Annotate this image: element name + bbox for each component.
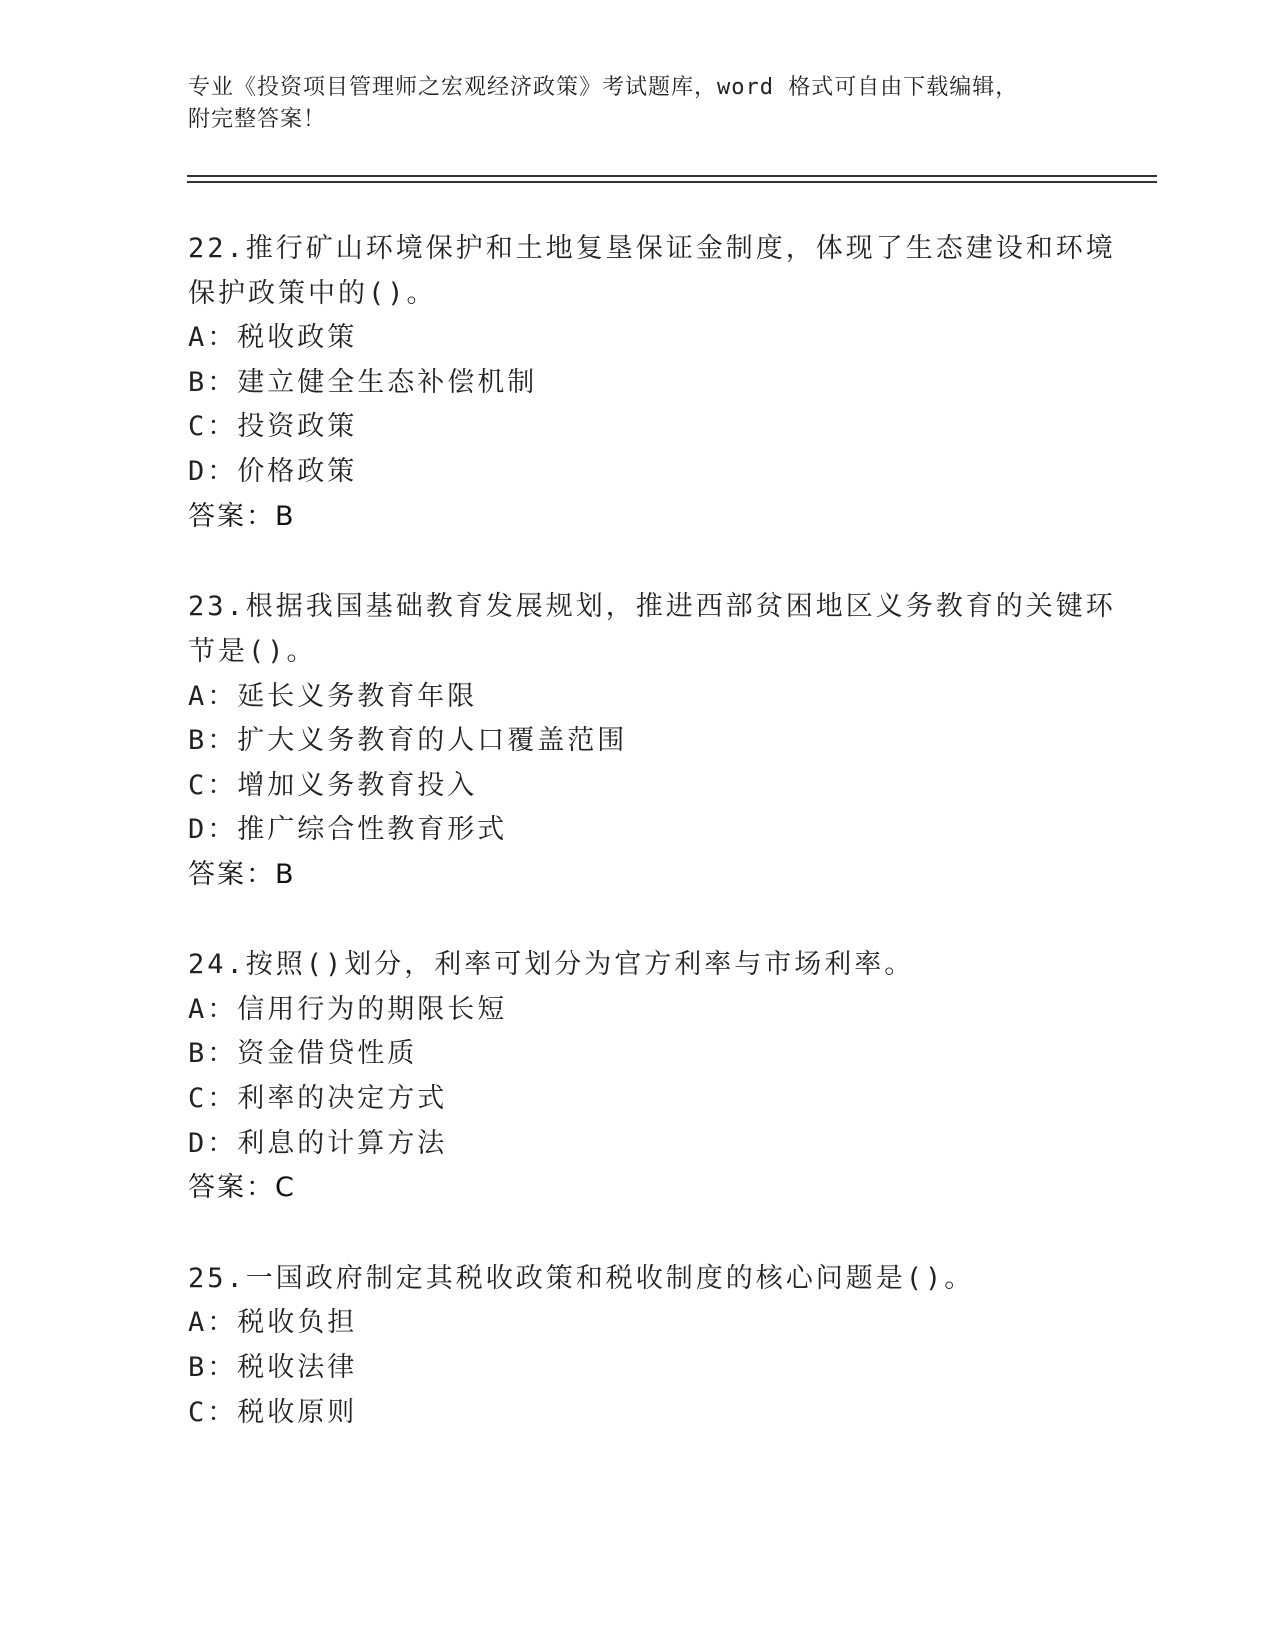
- question-24-option-c: C：利率的决定方式: [188, 1083, 448, 1114]
- question-23-option-c: C：增加义务教育投入: [188, 770, 478, 801]
- question-23-option-a: A：延长义务教育年限: [188, 681, 478, 712]
- header-divider-bottom: [187, 181, 1157, 183]
- question-24-stem-line-1: 24.按照()划分，利率可划分为官方利率与市场利率。: [188, 949, 915, 980]
- question-25-stem-line-1: 25.一国政府制定其税收政策和税收制度的核心问题是()。: [188, 1263, 975, 1294]
- question-25-option-b: B：税收法律: [188, 1352, 358, 1383]
- question-22-option-a: A：税收政策: [188, 322, 358, 353]
- question-22-stem-line-1: 22.推行矿山环境保护和土地复垦保证金制度，体现了生态建设和环境: [188, 233, 1116, 264]
- question-24-option-b: B：资金借贷性质: [188, 1038, 418, 1069]
- header-divider-top: [187, 175, 1157, 177]
- question-25-option-a: A：税收负担: [188, 1307, 358, 1338]
- question-23-stem-line-1: 23.根据我国基础教育发展规划，推进西部贫困地区义务教育的关键环: [188, 591, 1116, 622]
- question-22-option-c: C：投资政策: [188, 411, 358, 442]
- question-24-option-d: D：利息的计算方法: [188, 1128, 448, 1159]
- question-23-stem-line-2: 节是()。: [188, 636, 317, 667]
- question-23-option-d: D：推广综合性教育形式: [188, 814, 508, 845]
- question-22-stem-line-2: 保护政策中的()。: [188, 278, 437, 309]
- question-22-answer: 答案：B: [188, 501, 296, 532]
- question-23-option-b: B：扩大义务教育的人口覆盖范围: [188, 725, 628, 756]
- header-text-line-2: 附完整答案！: [188, 107, 327, 132]
- question-24-option-a: A：信用行为的期限长短: [188, 994, 508, 1025]
- question-24-answer: 答案：C: [188, 1172, 296, 1203]
- question-23-answer: 答案：B: [188, 859, 296, 890]
- question-22-option-d: D：价格政策: [188, 456, 358, 487]
- question-25-option-c: C：税收原则: [188, 1397, 358, 1428]
- header-text-line-1: 专业《投资项目管理师之宏观经济政策》考试题库，word 格式可自由下载编辑，: [188, 75, 1019, 100]
- question-22-option-b: B：建立健全生态补偿机制: [188, 367, 538, 398]
